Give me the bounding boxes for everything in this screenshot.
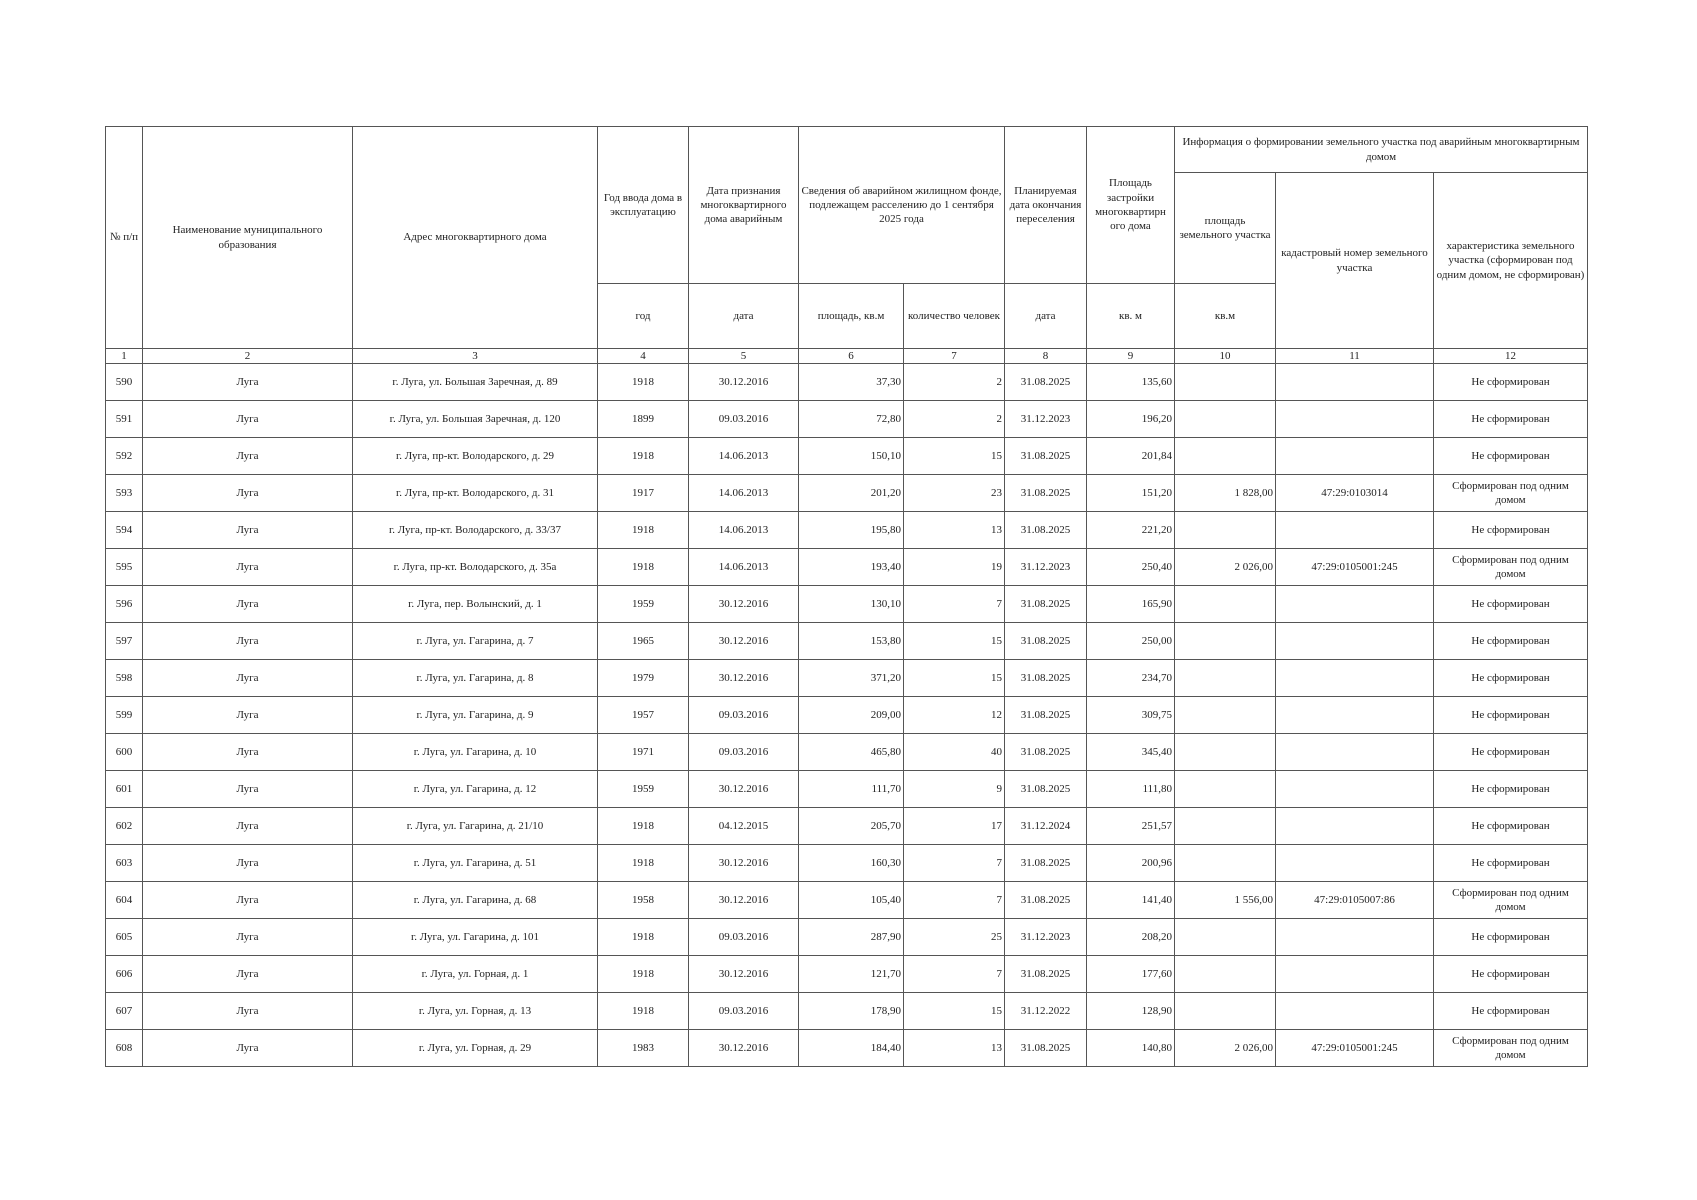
row-number: 608 xyxy=(106,1030,143,1067)
cadastral-number xyxy=(1276,512,1434,549)
land-status: Не сформирован xyxy=(1434,512,1588,549)
table-row xyxy=(106,956,1588,993)
address: г. Луга, ул. Горная, д. 29 xyxy=(353,1030,598,1067)
municipality: Луга xyxy=(143,956,353,993)
land-status: Сформирован под одним домом xyxy=(1434,549,1588,586)
table-row xyxy=(106,993,1588,1030)
row-number: 605 xyxy=(106,919,143,956)
table-row xyxy=(106,623,1588,660)
cadastral-number xyxy=(1276,919,1434,956)
people-count: 17 xyxy=(904,808,1005,845)
land-area: 1 828,00 xyxy=(1175,475,1276,512)
address: г. Луга, ул. Гагарина, д. 68 xyxy=(353,882,598,919)
date-recognized: 30.12.2016 xyxy=(689,1030,799,1067)
cadastral-number: 47:29:0105007:86 xyxy=(1276,882,1434,919)
table-row xyxy=(106,549,1588,586)
col-header-address: Адрес многоквартирного дома xyxy=(353,127,598,349)
col-header-characteristic: характеристика земельного участка (сформирован под одним домом, не сформирован) xyxy=(1434,173,1588,349)
cadastral-number xyxy=(1276,771,1434,808)
date-recognized: 14.06.2013 xyxy=(689,549,799,586)
year-built: 1979 xyxy=(598,660,689,697)
planned-date: 31.08.2025 xyxy=(1005,660,1087,697)
land-area xyxy=(1175,956,1276,993)
date-recognized: 09.03.2016 xyxy=(689,734,799,771)
land-status: Не сформирован xyxy=(1434,734,1588,771)
col-header-emergency-fund: Сведения об аварийном жилищном фонде, подлежащем расселению до 1 сентября 2025 года xyxy=(799,127,1005,284)
planned-date: 31.08.2025 xyxy=(1005,364,1087,401)
table-row xyxy=(106,771,1588,808)
date-recognized: 14.06.2013 xyxy=(689,438,799,475)
people-count: 7 xyxy=(904,956,1005,993)
row-number: 593 xyxy=(106,475,143,512)
unit-sqm: кв. м xyxy=(1087,284,1175,349)
cadastral-number xyxy=(1276,438,1434,475)
row-number: 592 xyxy=(106,438,143,475)
people-count: 23 xyxy=(904,475,1005,512)
table-row xyxy=(106,734,1588,771)
built-area: 135,60 xyxy=(1087,364,1175,401)
planned-date: 31.08.2025 xyxy=(1005,623,1087,660)
table-row xyxy=(106,512,1588,549)
date-recognized: 30.12.2016 xyxy=(689,882,799,919)
row-number: 603 xyxy=(106,845,143,882)
row-number: 591 xyxy=(106,401,143,438)
column-number: 12 xyxy=(1434,349,1588,364)
column-number: 7 xyxy=(904,349,1005,364)
date-recognized: 14.06.2013 xyxy=(689,475,799,512)
people-count: 2 xyxy=(904,401,1005,438)
municipality: Луга xyxy=(143,808,353,845)
address: г. Луга, ул. Большая Заречная, д. 89 xyxy=(353,364,598,401)
planned-date: 31.08.2025 xyxy=(1005,438,1087,475)
address: г. Луга, ул. Горная, д. 1 xyxy=(353,956,598,993)
emergency-area: 201,20 xyxy=(799,475,904,512)
planned-date: 31.08.2025 xyxy=(1005,697,1087,734)
column-number: 6 xyxy=(799,349,904,364)
cadastral-number xyxy=(1276,364,1434,401)
land-area: 2 026,00 xyxy=(1175,549,1276,586)
year-built: 1958 xyxy=(598,882,689,919)
cadastral-number xyxy=(1276,660,1434,697)
people-count: 7 xyxy=(904,882,1005,919)
date-recognized: 30.12.2016 xyxy=(689,771,799,808)
cadastral-number xyxy=(1276,956,1434,993)
land-area xyxy=(1175,808,1276,845)
municipality: Луга xyxy=(143,1030,353,1067)
built-area: 345,40 xyxy=(1087,734,1175,771)
cadastral-number xyxy=(1276,993,1434,1030)
people-count: 7 xyxy=(904,586,1005,623)
column-number: 4 xyxy=(598,349,689,364)
row-number: 600 xyxy=(106,734,143,771)
address: г. Луга, ул. Гагарина, д. 9 xyxy=(353,697,598,734)
built-area: 128,90 xyxy=(1087,993,1175,1030)
land-area xyxy=(1175,586,1276,623)
year-built: 1918 xyxy=(598,956,689,993)
planned-date: 31.08.2025 xyxy=(1005,771,1087,808)
date-recognized: 09.03.2016 xyxy=(689,993,799,1030)
col-header-cadastral: кадастровый номер земельного участка xyxy=(1276,173,1434,349)
cadastral-number xyxy=(1276,845,1434,882)
address: г. Луга, пр-кт. Володарского, д. 31 xyxy=(353,475,598,512)
municipality: Луга xyxy=(143,882,353,919)
planned-date: 31.12.2024 xyxy=(1005,808,1087,845)
land-area xyxy=(1175,512,1276,549)
planned-date: 31.08.2025 xyxy=(1005,586,1087,623)
col-header-planned-date: Планируемая дата окончания переселения xyxy=(1005,127,1087,284)
land-status: Не сформирован xyxy=(1434,808,1588,845)
emergency-area: 371,20 xyxy=(799,660,904,697)
people-count: 13 xyxy=(904,512,1005,549)
cadastral-number xyxy=(1276,586,1434,623)
planned-date: 31.12.2022 xyxy=(1005,993,1087,1030)
row-number: 599 xyxy=(106,697,143,734)
municipality: Луга xyxy=(143,438,353,475)
built-area: 111,80 xyxy=(1087,771,1175,808)
people-count: 40 xyxy=(904,734,1005,771)
emergency-area: 193,40 xyxy=(799,549,904,586)
municipality: Луга xyxy=(143,660,353,697)
emergency-area: 37,30 xyxy=(799,364,904,401)
date-recognized: 30.12.2016 xyxy=(689,660,799,697)
built-area: 140,80 xyxy=(1087,1030,1175,1067)
address: г. Луга, ул. Гагарина, д. 10 xyxy=(353,734,598,771)
people-count: 13 xyxy=(904,1030,1005,1067)
built-area: 201,84 xyxy=(1087,438,1175,475)
col-header-built-area: Площадь застройки многоквартирн ого дома xyxy=(1087,127,1175,284)
year-built: 1965 xyxy=(598,623,689,660)
year-built: 1899 xyxy=(598,401,689,438)
emergency-area: 205,70 xyxy=(799,808,904,845)
people-count: 2 xyxy=(904,364,1005,401)
date-recognized: 09.03.2016 xyxy=(689,697,799,734)
built-area: 165,90 xyxy=(1087,586,1175,623)
people-count: 15 xyxy=(904,623,1005,660)
address: г. Луга, ул. Гагарина, д. 21/10 xyxy=(353,808,598,845)
built-area: 309,75 xyxy=(1087,697,1175,734)
planned-date: 31.08.2025 xyxy=(1005,512,1087,549)
row-number: 604 xyxy=(106,882,143,919)
row-number: 598 xyxy=(106,660,143,697)
row-number: 594 xyxy=(106,512,143,549)
planned-date: 31.08.2025 xyxy=(1005,956,1087,993)
land-area: 1 556,00 xyxy=(1175,882,1276,919)
cadastral-number: 47:29:0105001:245 xyxy=(1276,549,1434,586)
land-area xyxy=(1175,734,1276,771)
emergency-area: 72,80 xyxy=(799,401,904,438)
address: г. Луга, пр-кт. Володарского, д. 29 xyxy=(353,438,598,475)
cadastral-number xyxy=(1276,401,1434,438)
emergency-area: 153,80 xyxy=(799,623,904,660)
emergency-area: 160,30 xyxy=(799,845,904,882)
land-status: Не сформирован xyxy=(1434,697,1588,734)
unit-sqm-land: кв.м xyxy=(1175,284,1276,349)
address: г. Луга, ул. Горная, д. 13 xyxy=(353,993,598,1030)
col-header-land-area: площадь земельного участка xyxy=(1175,173,1276,284)
row-number: 606 xyxy=(106,956,143,993)
table-row xyxy=(106,475,1588,512)
row-number: 596 xyxy=(106,586,143,623)
built-area: 208,20 xyxy=(1087,919,1175,956)
emergency-area: 130,10 xyxy=(799,586,904,623)
built-area: 151,20 xyxy=(1087,475,1175,512)
planned-date: 31.08.2025 xyxy=(1005,882,1087,919)
col-header-land-info: Информация о формировании земельного участка под аварийным многоквартирным домом xyxy=(1175,127,1588,173)
year-built: 1959 xyxy=(598,771,689,808)
cadastral-number xyxy=(1276,734,1434,771)
municipality: Луга xyxy=(143,993,353,1030)
cadastral-number: 47:29:0103014 xyxy=(1276,475,1434,512)
municipality: Луга xyxy=(143,845,353,882)
year-built: 1983 xyxy=(598,1030,689,1067)
built-area: 221,20 xyxy=(1087,512,1175,549)
table-row xyxy=(106,660,1588,697)
municipality: Луга xyxy=(143,771,353,808)
emergency-area: 150,10 xyxy=(799,438,904,475)
municipality: Луга xyxy=(143,549,353,586)
land-status: Не сформирован xyxy=(1434,993,1588,1030)
year-built: 1971 xyxy=(598,734,689,771)
emergency-area: 209,00 xyxy=(799,697,904,734)
unit-date-planned: дата xyxy=(1005,284,1087,349)
row-number: 595 xyxy=(106,549,143,586)
people-count: 15 xyxy=(904,993,1005,1030)
row-number: 597 xyxy=(106,623,143,660)
land-area xyxy=(1175,660,1276,697)
planned-date: 31.12.2023 xyxy=(1005,401,1087,438)
col-header-year-built: Год ввода дома в эксплуатацию xyxy=(598,127,689,284)
year-built: 1918 xyxy=(598,808,689,845)
year-built: 1918 xyxy=(598,364,689,401)
column-number: 9 xyxy=(1087,349,1175,364)
year-built: 1918 xyxy=(598,549,689,586)
address: г. Луга, ул. Гагарина, д. 8 xyxy=(353,660,598,697)
people-count: 7 xyxy=(904,845,1005,882)
cadastral-number: 47:29:0105001:245 xyxy=(1276,1030,1434,1067)
built-area: 177,60 xyxy=(1087,956,1175,993)
table-row xyxy=(106,1030,1588,1067)
column-number: 3 xyxy=(353,349,598,364)
year-built: 1918 xyxy=(598,438,689,475)
built-area: 250,40 xyxy=(1087,549,1175,586)
column-number: 1 xyxy=(106,349,143,364)
date-recognized: 30.12.2016 xyxy=(689,845,799,882)
built-area: 196,20 xyxy=(1087,401,1175,438)
address: г. Луга, пр-кт. Володарского, д. 35а xyxy=(353,549,598,586)
land-area xyxy=(1175,845,1276,882)
emergency-area: 178,90 xyxy=(799,993,904,1030)
emergency-area: 111,70 xyxy=(799,771,904,808)
table-row xyxy=(106,438,1588,475)
people-count: 15 xyxy=(904,660,1005,697)
land-area xyxy=(1175,697,1276,734)
year-built: 1957 xyxy=(598,697,689,734)
land-status: Не сформирован xyxy=(1434,438,1588,475)
address: г. Луга, ул. Гагарина, д. 101 xyxy=(353,919,598,956)
table-row xyxy=(106,401,1588,438)
row-number: 601 xyxy=(106,771,143,808)
col-header-date-recognized: Дата признания многоквартирного дома аварийным xyxy=(689,127,799,284)
date-recognized: 30.12.2016 xyxy=(689,364,799,401)
year-built: 1918 xyxy=(598,993,689,1030)
people-count: 15 xyxy=(904,438,1005,475)
emergency-area: 184,40 xyxy=(799,1030,904,1067)
land-status: Не сформирован xyxy=(1434,586,1588,623)
land-area xyxy=(1175,771,1276,808)
row-number: 590 xyxy=(106,364,143,401)
emergency-area: 287,90 xyxy=(799,919,904,956)
housing-table xyxy=(105,126,1588,1067)
land-status: Не сформирован xyxy=(1434,364,1588,401)
built-area: 141,40 xyxy=(1087,882,1175,919)
date-recognized: 04.12.2015 xyxy=(689,808,799,845)
date-recognized: 09.03.2016 xyxy=(689,401,799,438)
people-count: 9 xyxy=(904,771,1005,808)
year-built: 1959 xyxy=(598,586,689,623)
municipality: Луга xyxy=(143,475,353,512)
column-number: 2 xyxy=(143,349,353,364)
land-area xyxy=(1175,919,1276,956)
planned-date: 31.08.2025 xyxy=(1005,475,1087,512)
land-status: Сформирован под одним домом xyxy=(1434,882,1588,919)
planned-date: 31.08.2025 xyxy=(1005,734,1087,771)
row-number: 607 xyxy=(106,993,143,1030)
land-area xyxy=(1175,401,1276,438)
unit-people: количество человек xyxy=(904,284,1005,349)
built-area: 250,00 xyxy=(1087,623,1175,660)
table-row xyxy=(106,697,1588,734)
address: г. Луга, ул. Большая Заречная, д. 120 xyxy=(353,401,598,438)
people-count: 19 xyxy=(904,549,1005,586)
land-area xyxy=(1175,623,1276,660)
col-header-mo: Наименование муниципального образования xyxy=(143,127,353,349)
municipality: Луга xyxy=(143,734,353,771)
unit-year: год xyxy=(598,284,689,349)
built-area: 200,96 xyxy=(1087,845,1175,882)
land-area xyxy=(1175,438,1276,475)
unit-area: площадь, кв.м xyxy=(799,284,904,349)
column-number: 8 xyxy=(1005,349,1087,364)
municipality: Луга xyxy=(143,401,353,438)
people-count: 12 xyxy=(904,697,1005,734)
address: г. Луга, ул. Гагарина, д. 51 xyxy=(353,845,598,882)
date-recognized: 30.12.2016 xyxy=(689,623,799,660)
date-recognized: 14.06.2013 xyxy=(689,512,799,549)
land-status: Не сформирован xyxy=(1434,956,1588,993)
municipality: Луга xyxy=(143,512,353,549)
land-status: Сформирован под одним домом xyxy=(1434,1030,1588,1067)
date-recognized: 30.12.2016 xyxy=(689,956,799,993)
address: г. Луга, пер. Волынский, д. 1 xyxy=(353,586,598,623)
date-recognized: 09.03.2016 xyxy=(689,919,799,956)
table-row xyxy=(106,882,1588,919)
cadastral-number xyxy=(1276,623,1434,660)
cadastral-number xyxy=(1276,808,1434,845)
planned-date: 31.08.2025 xyxy=(1005,1030,1087,1067)
built-area: 234,70 xyxy=(1087,660,1175,697)
municipality: Луга xyxy=(143,586,353,623)
land-status: Не сформирован xyxy=(1434,623,1588,660)
land-status: Не сформирован xyxy=(1434,771,1588,808)
planned-date: 31.12.2023 xyxy=(1005,919,1087,956)
column-number: 10 xyxy=(1175,349,1276,364)
land-status: Сформирован под одним домом xyxy=(1434,475,1588,512)
table-row xyxy=(106,845,1588,882)
municipality: Луга xyxy=(143,697,353,734)
land-status: Не сформирован xyxy=(1434,919,1588,956)
land-status: Не сформирован xyxy=(1434,845,1588,882)
address: г. Луга, ул. Гагарина, д. 7 xyxy=(353,623,598,660)
planned-date: 31.12.2023 xyxy=(1005,549,1087,586)
year-built: 1917 xyxy=(598,475,689,512)
table-row xyxy=(106,586,1588,623)
municipality: Луга xyxy=(143,364,353,401)
built-area: 251,57 xyxy=(1087,808,1175,845)
emergency-area: 105,40 xyxy=(799,882,904,919)
land-status: Не сформирован xyxy=(1434,401,1588,438)
emergency-area: 465,80 xyxy=(799,734,904,771)
emergency-area: 195,80 xyxy=(799,512,904,549)
unit-date: дата xyxy=(689,284,799,349)
municipality: Луга xyxy=(143,919,353,956)
year-built: 1918 xyxy=(598,919,689,956)
year-built: 1918 xyxy=(598,845,689,882)
table-row xyxy=(106,808,1588,845)
land-area xyxy=(1175,993,1276,1030)
land-area xyxy=(1175,364,1276,401)
municipality: Луга xyxy=(143,623,353,660)
address: г. Луга, пр-кт. Володарского, д. 33/37 xyxy=(353,512,598,549)
row-number: 602 xyxy=(106,808,143,845)
date-recognized: 30.12.2016 xyxy=(689,586,799,623)
column-number: 5 xyxy=(689,349,799,364)
emergency-area: 121,70 xyxy=(799,956,904,993)
table-row xyxy=(106,364,1588,401)
col-header-num: № п/п xyxy=(106,127,143,349)
land-area: 2 026,00 xyxy=(1175,1030,1276,1067)
table-row xyxy=(106,919,1588,956)
planned-date: 31.08.2025 xyxy=(1005,845,1087,882)
cadastral-number xyxy=(1276,697,1434,734)
land-status: Не сформирован xyxy=(1434,660,1588,697)
column-number: 11 xyxy=(1276,349,1434,364)
people-count: 25 xyxy=(904,919,1005,956)
year-built: 1918 xyxy=(598,512,689,549)
address: г. Луга, ул. Гагарина, д. 12 xyxy=(353,771,598,808)
